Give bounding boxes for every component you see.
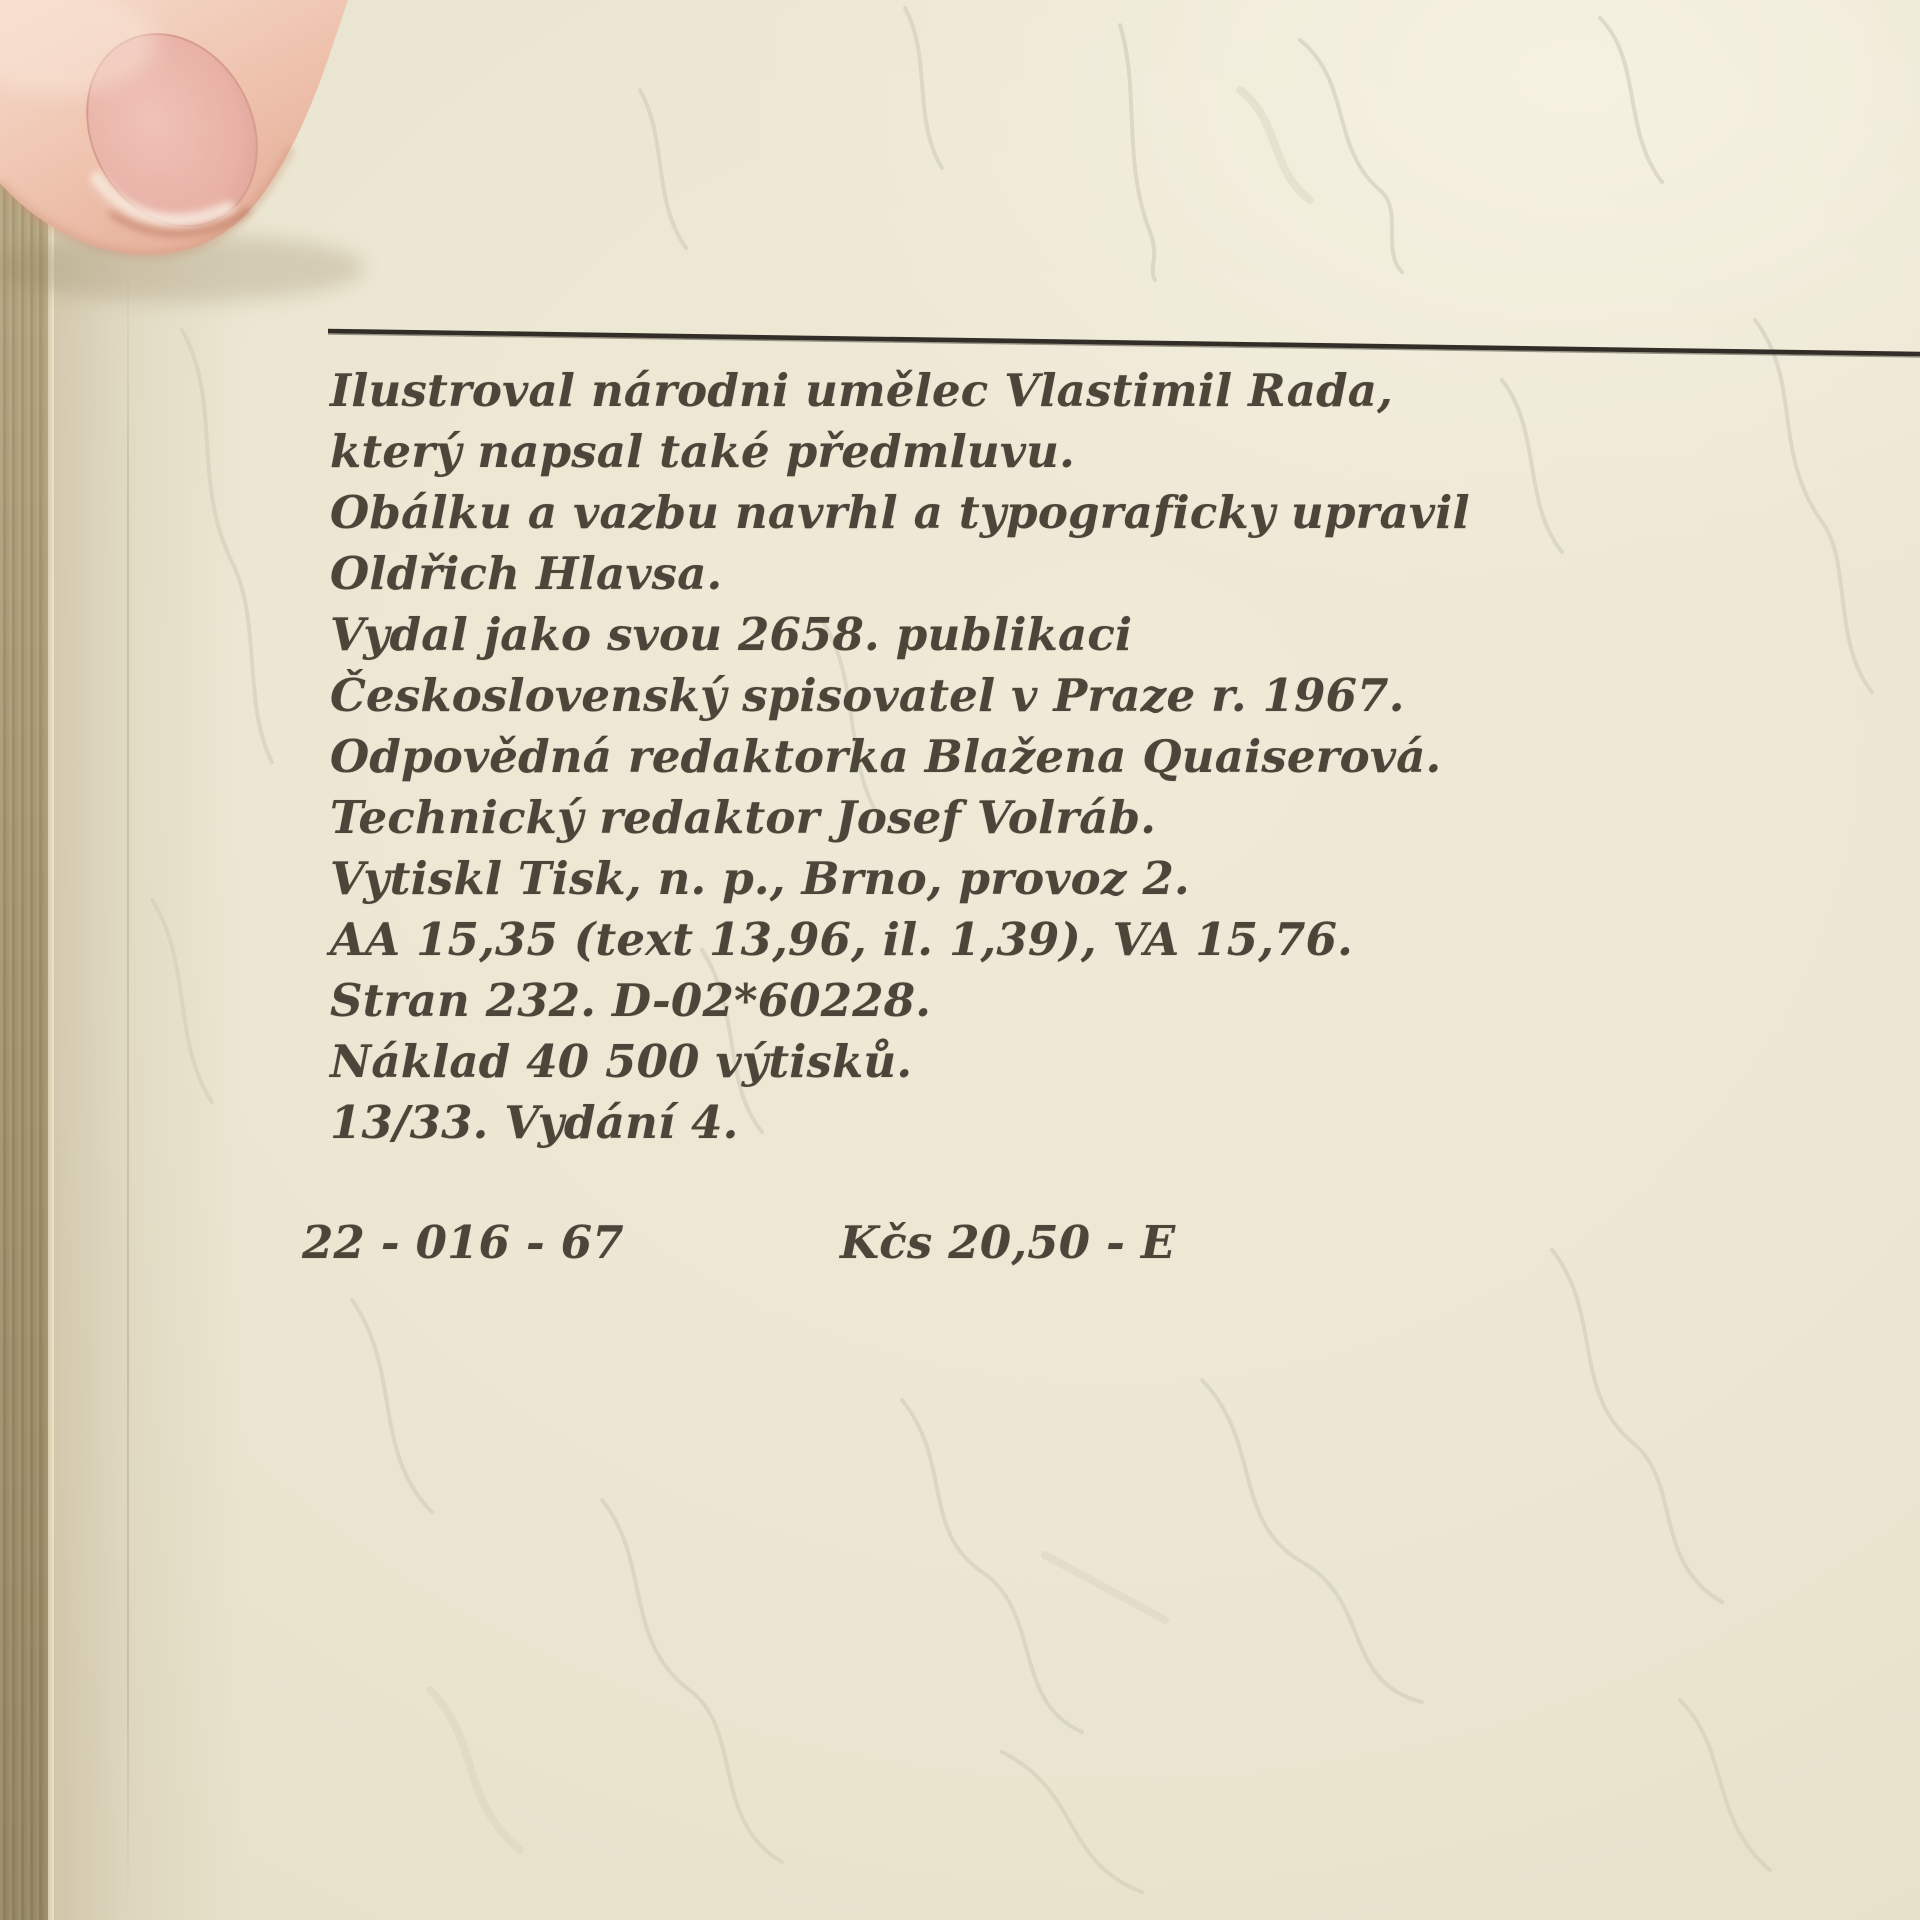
colophon-line: Československý spisovatel v Praze r. 1967. [330, 669, 1405, 722]
colophon-line: Ilustroval národni umělec Vlastimil Rada, [330, 364, 1393, 417]
colophon-line: Vytiskl Tisk, n. p., Brno, provoz 2. [330, 852, 1190, 905]
price-label: Kčs 20,50 - E [840, 1216, 1176, 1269]
colophon-line: Oldřich Hlavsa. [330, 547, 723, 600]
colophon-line: Technický redaktor Josef Volráb. [330, 791, 1157, 844]
colophon-line: Vydal jako svou 2658. publikaci [330, 608, 1133, 661]
edition-code: 22 - 016 - 67 [302, 1216, 624, 1269]
colophon-line: 13/33. Vydání 4. [330, 1096, 739, 1149]
colophon-line: který napsal také předmluvu. [330, 425, 1075, 478]
colophon-line: Odpovědná redaktorka Blažena Quaiserová. [330, 730, 1442, 783]
colophon-text [330, 360, 1470, 1153]
colophon-line: Stran 232. D-02*60228. [330, 974, 932, 1027]
thumb-holding-page [0, 0, 380, 330]
colophon-line: Náklad 40 500 výtisků. [330, 1035, 913, 1088]
colophon-line: AA 15,35 (text 13,96, il. 1,39), VA 15,76. [330, 913, 1354, 966]
colophon-line: Obálku a vazbu navrhl a typograficky upravil [330, 486, 1470, 539]
